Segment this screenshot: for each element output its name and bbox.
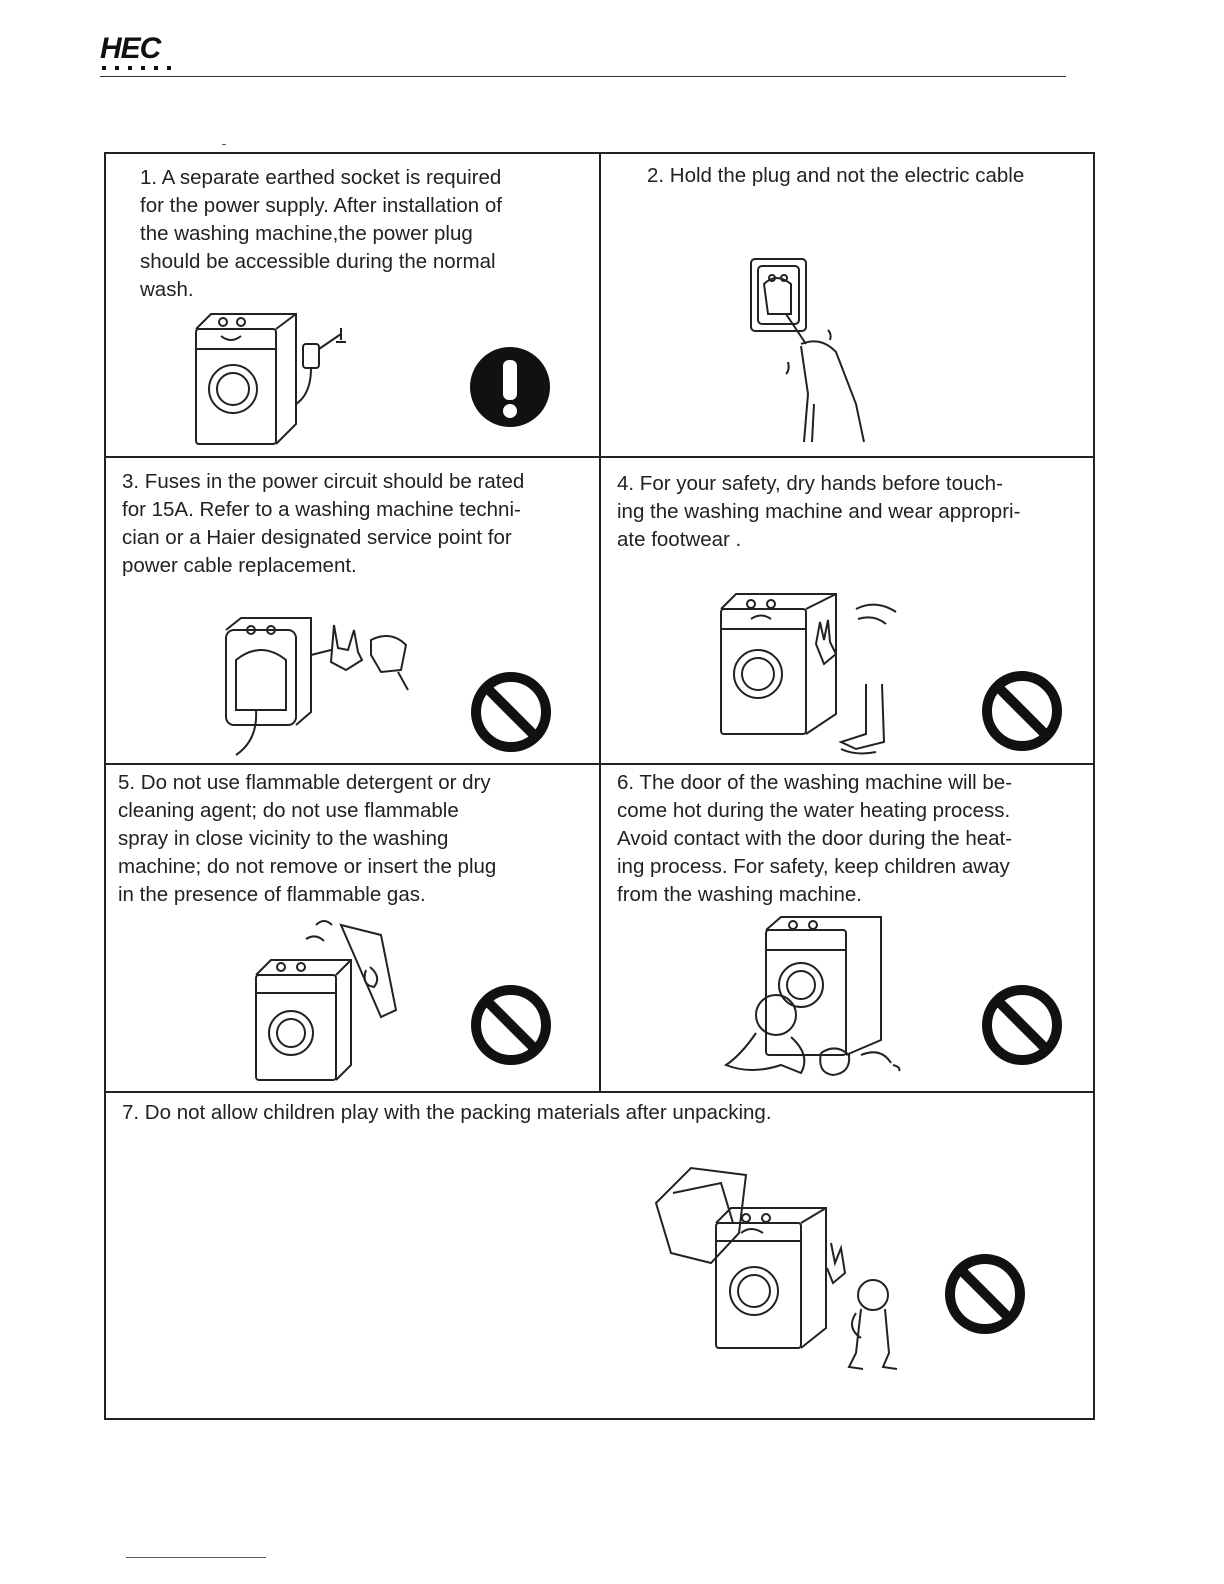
instruction-cell-4 <box>601 458 1093 763</box>
logo-text: HEC <box>100 32 161 65</box>
warning-icon <box>469 346 551 428</box>
instruction-text-7: 7. Do not allow children play with the packing materials after unpacking. <box>122 1101 772 1124</box>
instruction-text-5: 5. Do not use flammable detergent or dry cleaning agent; do not use flammable spray in close vicinity to the washing machine; do not remove or insert the plug in the presence of flammable gas. <box>118 771 497 906</box>
header-divider <box>100 76 1066 77</box>
tick-mark <box>222 144 226 145</box>
flammable-spray-illustration <box>246 915 416 1087</box>
prohibited-icon <box>981 984 1063 1066</box>
prohibited-icon <box>470 671 552 753</box>
instruction-cell-1 <box>106 154 599 456</box>
prohibited-icon <box>470 984 552 1066</box>
instruction-text-3: 3. Fuses in the power circuit should be rated for 15A. Refer to a washing machine techni- cian or a Haier designated service point for power cable replacement. <box>122 470 525 577</box>
instruction-cell-2 <box>601 154 1093 456</box>
instruction-cell-5 <box>106 765 599 1091</box>
logo-dots <box>100 66 190 70</box>
instruction-text-6: 6. The door of the washing machine will be- come hot during the water heating process. Avoid contact with the door during the heat- ing process. For safety, keep children away from the washing machine. <box>617 771 1013 906</box>
instruction-text-2: 2. Hold the plug and not the electric cable <box>647 164 1025 187</box>
instruction-text-4: 4. For your safety, dry hands before touch- ing the washing machine and wear appropri- ate footwear . <box>617 472 1021 551</box>
prohibited-icon <box>981 670 1063 752</box>
washing-machine-socket-illustration <box>191 304 371 454</box>
child-near-washing-machine-illustration <box>721 915 911 1085</box>
instruction-cell-6 <box>601 765 1093 1091</box>
instruction-cell-7 <box>106 1093 1093 1420</box>
brand-logo <box>100 34 190 70</box>
prohibited-icon <box>944 1253 1026 1335</box>
footer-link-underline[interactable] <box>126 1557 266 1558</box>
hand-holding-plug-illustration <box>746 254 876 449</box>
safety-instructions-table <box>104 152 1095 1420</box>
children-packing-materials-illustration <box>651 1163 901 1378</box>
instruction-cell-3 <box>106 458 599 763</box>
wet-hands-washing-machine-illustration <box>716 584 916 759</box>
instruction-text-1: 1. A separate earthed socket is required for the power supply. After installation of the washing machine,the power plug should be accessible during the normal wash. <box>140 166 502 301</box>
power-socket-cable-illustration <box>216 600 426 760</box>
